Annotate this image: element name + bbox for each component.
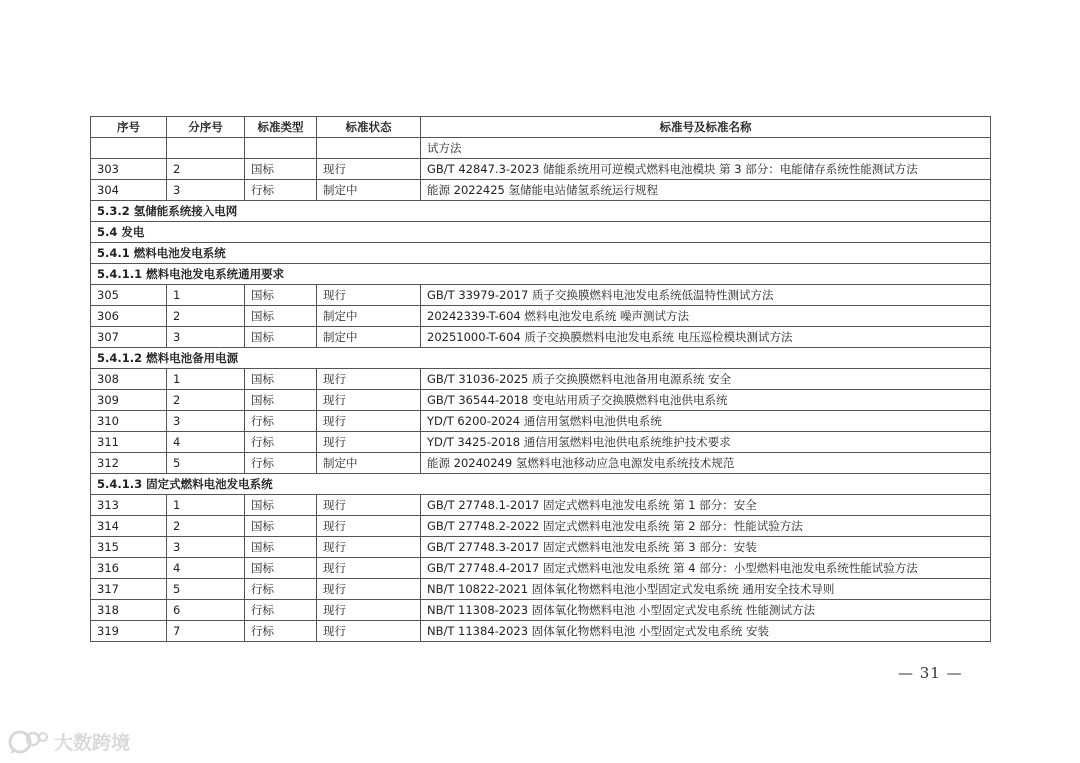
cell-subseq: 2: [167, 159, 245, 180]
table-row: [91, 432, 991, 453]
cell-subseq: 2: [167, 516, 245, 537]
cell-seq: 319: [91, 621, 167, 642]
cell-seq: 303: [91, 159, 167, 180]
cell-type: 行标: [245, 621, 317, 642]
watermark-text: 大数跨境: [54, 732, 131, 754]
cell-type: 行标: [245, 180, 317, 201]
section-heading: 5.4 发电: [91, 222, 991, 243]
table-row: [91, 453, 991, 474]
cell-type: 国标: [245, 390, 317, 411]
cell-seq: 309: [91, 390, 167, 411]
cell-seq: 317: [91, 579, 167, 600]
cell-type: 行标: [245, 432, 317, 453]
cell-seq: 314: [91, 516, 167, 537]
table-row: [91, 495, 991, 516]
cell-type: 国标: [245, 558, 317, 579]
cell-subseq: 6: [167, 600, 245, 621]
section-heading: 5.4.1 燃料电池发电系统: [91, 243, 991, 264]
cell-standard-name: 20251000-T-604 质子交换膜燃料电池发电系统 电压巡检模块测试方法: [421, 327, 991, 348]
cell-standard-name: GB/T 42847.3-2023 储能系统用可逆模式燃料电池模块 第 3 部分：电能储存系统性能测试方法: [421, 159, 991, 180]
cell-type: 国标: [245, 327, 317, 348]
cell-subseq: 3: [167, 537, 245, 558]
cell-standard-name: 20242339-T-604 燃料电池发电系统 噪声测试方法: [421, 306, 991, 327]
watermark: [8, 728, 130, 755]
section-heading: 5.4.1.2 燃料电池备用电源: [91, 348, 991, 369]
cell-status: 制定中: [317, 327, 421, 348]
cell-standard-name: GB/T 36544-2018 变电站用质子交换膜燃料电池供电系统: [421, 390, 991, 411]
cell-status: 制定中: [317, 453, 421, 474]
cell-subseq: 1: [167, 495, 245, 516]
cell-seq: 305: [91, 285, 167, 306]
cell-type: 行标: [245, 453, 317, 474]
cell-subseq: 5: [167, 453, 245, 474]
section-row: [91, 264, 991, 285]
chat-bubbles-logo-icon: [8, 729, 50, 755]
cell-subseq: 2: [167, 306, 245, 327]
cell-type: 行标: [245, 579, 317, 600]
cell-type: 国标: [245, 159, 317, 180]
cell-status: 制定中: [317, 306, 421, 327]
cell-seq: 312: [91, 453, 167, 474]
section-row: [91, 222, 991, 243]
cell-status: [317, 138, 421, 159]
cell-seq: 304: [91, 180, 167, 201]
cell-status: 现行: [317, 600, 421, 621]
table-row: [91, 180, 991, 201]
cell-seq: 307: [91, 327, 167, 348]
cell-status: 现行: [317, 516, 421, 537]
cell-standard-name: GB/T 31036-2025 质子交换膜燃料电池备用电源系统 安全: [421, 369, 991, 390]
header-seq: 序号: [91, 117, 167, 138]
table-row: [91, 138, 991, 159]
table-row: [91, 621, 991, 642]
cell-subseq: 1: [167, 285, 245, 306]
section-row: [91, 474, 991, 495]
table-row: [91, 327, 991, 348]
section-row: [91, 201, 991, 222]
cell-seq: 318: [91, 600, 167, 621]
cell-standard-name: GB/T 27748.4-2017 固定式燃料电池发电系统 第 4 部分：小型燃料电池发电系统性能试验方法: [421, 558, 991, 579]
cell-subseq: 4: [167, 432, 245, 453]
cell-seq: 315: [91, 537, 167, 558]
section-row: [91, 243, 991, 264]
cell-subseq: 3: [167, 180, 245, 201]
cell-seq: 316: [91, 558, 167, 579]
header-subseq: 分序号: [167, 117, 245, 138]
table-row: [91, 516, 991, 537]
cell-type: 行标: [245, 600, 317, 621]
cell-standard-name: GB/T 27748.1-2017 固定式燃料电池发电系统 第 1 部分：安全: [421, 495, 991, 516]
header-name: 标准号及标准名称: [421, 117, 991, 138]
cell-seq: 311: [91, 432, 167, 453]
cell-type: 国标: [245, 306, 317, 327]
cell-status: 现行: [317, 390, 421, 411]
cell-standard-name: 能源 2022425 氢储能电站储氢系统运行规程: [421, 180, 991, 201]
cell-status: 现行: [317, 411, 421, 432]
cell-type: 行标: [245, 411, 317, 432]
cell-status: 现行: [317, 495, 421, 516]
table-header-row: [91, 117, 991, 138]
cell-subseq: 7: [167, 621, 245, 642]
table-row: [91, 537, 991, 558]
cell-type: 国标: [245, 285, 317, 306]
table-row: [91, 558, 991, 579]
cell-seq: 308: [91, 369, 167, 390]
cell-status: 现行: [317, 558, 421, 579]
cell-status: 现行: [317, 537, 421, 558]
cell-status: 现行: [317, 621, 421, 642]
table-row: [91, 390, 991, 411]
cell-subseq: 1: [167, 369, 245, 390]
cell-standard-name: 能源 20240249 氢燃料电池移动应急电源发电系统技术规范: [421, 453, 991, 474]
cell-seq: [91, 138, 167, 159]
cell-standard-name: NB/T 11384-2023 固体氧化物燃料电池 小型固定式发电系统 安装: [421, 621, 991, 642]
cell-status: 现行: [317, 432, 421, 453]
cell-subseq: 3: [167, 411, 245, 432]
cell-subseq: 2: [167, 390, 245, 411]
table-row: [91, 369, 991, 390]
table-row: [91, 306, 991, 327]
cell-type: 国标: [245, 516, 317, 537]
cell-status: 现行: [317, 579, 421, 600]
cell-subseq: [167, 138, 245, 159]
cell-standard-name: GB/T 33979-2017 质子交换膜燃料电池发电系统低温特性测试方法: [421, 285, 991, 306]
page-number: — 31 —: [898, 664, 963, 682]
table-body: [91, 138, 991, 642]
section-heading: 5.3.2 氢储能系统接入电网: [91, 201, 991, 222]
cell-subseq: 3: [167, 327, 245, 348]
cell-subseq: 5: [167, 579, 245, 600]
cell-standard-name: NB/T 10822-2021 固体氧化物燃料电池小型固定式发电系统 通用安全技术导则: [421, 579, 991, 600]
cell-status: 现行: [317, 285, 421, 306]
table-row: [91, 159, 991, 180]
cell-subseq: 4: [167, 558, 245, 579]
cell-status: 现行: [317, 369, 421, 390]
header-type: 标准类型: [245, 117, 317, 138]
cell-standard-name: 试方法: [421, 138, 991, 159]
cell-type: 国标: [245, 369, 317, 390]
cell-status: 制定中: [317, 180, 421, 201]
cell-type: 国标: [245, 537, 317, 558]
table-row: [91, 579, 991, 600]
cell-seq: 313: [91, 495, 167, 516]
cell-standard-name: GB/T 27748.3-2017 固定式燃料电池发电系统 第 3 部分：安装: [421, 537, 991, 558]
cell-standard-name: YD/T 6200-2024 通信用氢燃料电池供电系统: [421, 411, 991, 432]
cell-type: [245, 138, 317, 159]
table-row: [91, 411, 991, 432]
cell-standard-name: YD/T 3425-2018 通信用氢燃料电池供电系统维护技术要求: [421, 432, 991, 453]
cell-standard-name: GB/T 27748.2-2022 固定式燃料电池发电系统 第 2 部分：性能试验方法: [421, 516, 991, 537]
standards-table: [90, 116, 991, 642]
cell-seq: 310: [91, 411, 167, 432]
cell-status: 现行: [317, 159, 421, 180]
section-row: [91, 348, 991, 369]
cell-type: 国标: [245, 495, 317, 516]
table-row: [91, 285, 991, 306]
section-heading: 5.4.1.1 燃料电池发电系统通用要求: [91, 264, 991, 285]
header-status: 标准状态: [317, 117, 421, 138]
table-row: [91, 600, 991, 621]
cell-standard-name: NB/T 11308-2023 固体氧化物燃料电池 小型固定式发电系统 性能测试方法: [421, 600, 991, 621]
section-heading: 5.4.1.3 固定式燃料电池发电系统: [91, 474, 991, 495]
cell-seq: 306: [91, 306, 167, 327]
